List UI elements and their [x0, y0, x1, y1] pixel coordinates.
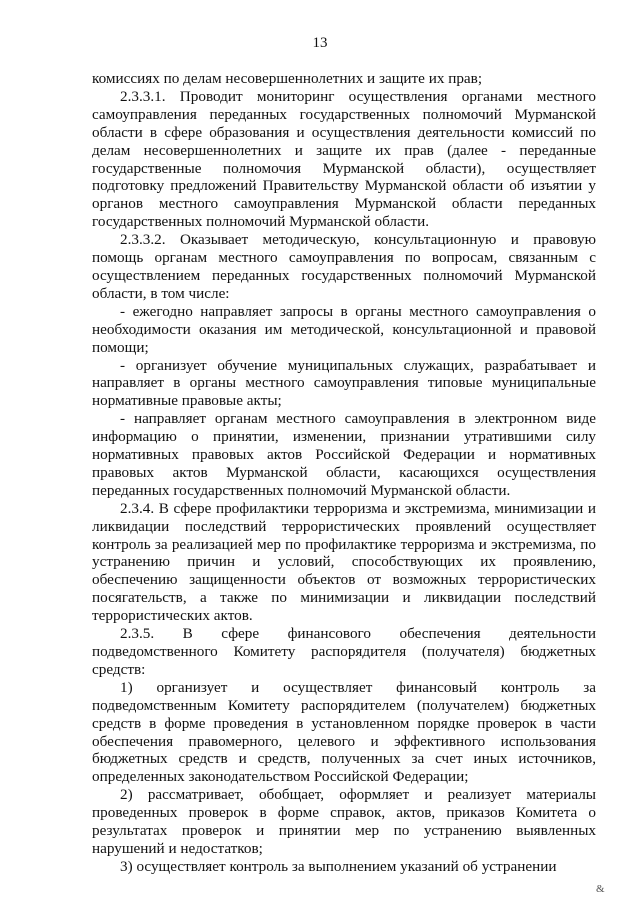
list-item-training: - организует обучение муниципальных служащих, разрабатывает и направляет в органы местного самоуправления типовые муниципальные нормативные правовые акты; — [92, 356, 596, 410]
paragraph-2-3-3-2: 2.3.3.2. Оказывает методическую, консультационную и правовую помощь органам местного самоуправления по вопросам, связанным с осуществлением переданных государственных полномочий Мурманской области, в том числе: — [92, 231, 596, 302]
list-item-electronic-info: - направляет органам местного самоуправления в электронном виде информацию о принятии, изменении, признании утратившими силу нормативных правовых актов Российской Федерации и нормативных правовых актов Мурманской области, касающихся осуществления переданных государственных полномочий Мурманской области. — [92, 410, 596, 499]
list-item-3: 3) осуществляет контроль за выполнением указаний об устранении — [120, 857, 557, 875]
paragraph-2-3-5: 2.3.5. В сфере финансового обеспечения деятельности подведомственного Комитету распорядителя (получателя) бюджетных средств: — [92, 625, 596, 678]
list-item-annual-requests: - ежегодно направляет запросы в органы местного самоуправления о необходимости оказания им методической, консультационной и правовой помощи; — [92, 302, 596, 356]
corner-mark: & — [596, 883, 605, 895]
paragraph-2-3-3-1: 2.3.3.1. Проводит мониторинг осуществления органами местного самоуправления переданных государственных полномочий Мурманской области в сфере образования и осуществления деятельности комиссий по делам несовершеннолетних и защите их прав (далее - переданные государственные полномочия Мурманской области), осуществляет подготовку предложений Правительству Мурманской области об изъятии у органов местного самоуправления Мурманской области переданных государственных полномочий Мурманской области. — [92, 87, 596, 231]
document-body — [92, 70, 596, 876]
paragraph-continuation: комиссиях по делам несовершеннолетних и защите их прав; — [92, 70, 483, 87]
list-item-2: 2) рассматривает, обобщает, оформляет и реализует материалы проведенных проверок в форме справок, актов, приказов Комитета о результатах проверок и принятии мер по устранению выявленных нарушений и недостатков; — [92, 786, 596, 857]
paragraph-2-3-4: 2.3.4. В сфере профилактики терроризма и экстремизма, минимизации и ликвидации последствий террористических проявлений осуществляет контроль за реализацией мер по профилактике терроризма и экстремизма, по устранению причин и условий, способствующих их проявлению, обеспечению защищенности объектов от возможных террористических посягательств, а также по минимизации и ликвидации последствий террористических актов. — [92, 499, 596, 625]
list-item-1: 1) организует и осуществляет финансовый контроль за подведомственным Комитету распорядителем (получателем) бюджетных средств в форме проведения в установленном порядке проверок в части обеспечения правомерного, целевого и эффективного использования бюджетных средств и средств, полученных за счет иных источников, определенных законодательством Российской Федерации; — [92, 678, 596, 786]
page-number: 13 — [312, 35, 328, 51]
